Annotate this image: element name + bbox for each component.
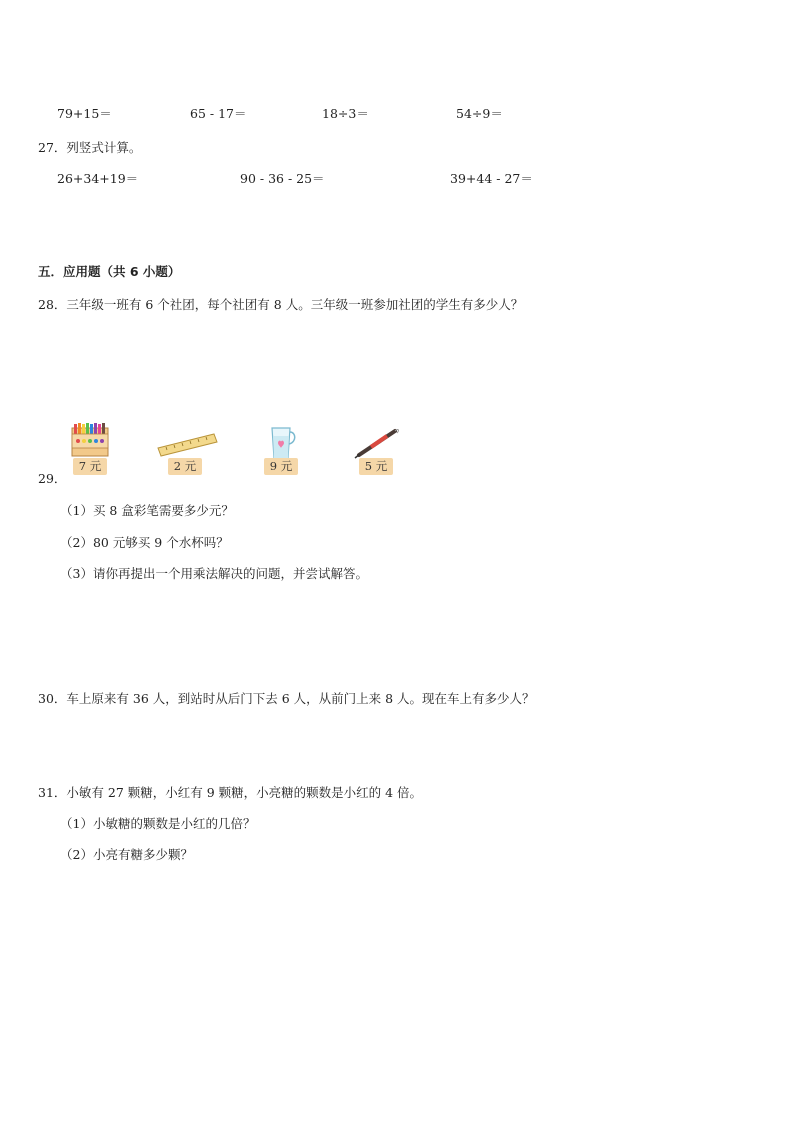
question-31: 31．小敏有 27 颗糖，小红有 9 颗糖，小亮糖的颗数是小红的 4 倍。 (38, 785, 423, 800)
vertical-calc-3: 39+44 - 27＝ (450, 171, 533, 186)
question-30: 30．车上原来有 36 人，到站时从后门下去 6 人，从前门上来 8 人。现在车上有多少人？ (38, 691, 535, 706)
question-29-number: 29． (38, 471, 67, 486)
pen-icon (331, 422, 421, 462)
calc-item-4: 54÷9＝ (456, 106, 503, 121)
calc-item-3: 18÷3＝ (322, 106, 369, 121)
item-ruler (140, 422, 230, 484)
calc-item-1: 79+15＝ (57, 106, 112, 121)
question-29-sub-2: （2）80 元够买 9 个水杯吗？ (60, 535, 229, 550)
ruler-icon (140, 422, 230, 462)
question-28: 28．三年级一班有 6 个社团，每个社团有 8 人。三年级一班参加社团的学生有多少人？ (38, 297, 524, 312)
price-tag: 9 元 (264, 458, 298, 475)
price-tag: 7 元 (73, 458, 107, 475)
vertical-calc-1: 26+34+19＝ (57, 171, 139, 186)
price-tag: 2 元 (168, 458, 202, 475)
question-31-sub-1: （1）小敏糖的颗数是小红的几倍？ (60, 816, 256, 831)
item-water-cup (236, 422, 326, 484)
question-27-title: 27．列竖式计算。 (38, 140, 142, 155)
calc-item-2: 65 - 17＝ (190, 106, 247, 121)
question-29-sub-1: （1）买 8 盒彩笔需要多少元？ (60, 503, 234, 518)
item-pen (331, 422, 421, 484)
vertical-calc-2: 90 - 36 - 25＝ (240, 171, 325, 186)
crayon-box-icon (45, 422, 135, 462)
price-tag: 5 元 (359, 458, 393, 475)
water-cup-icon (236, 422, 326, 462)
question-31-sub-2: （2）小亮有糖多少颗？ (60, 847, 193, 862)
question-29-sub-3: （3）请你再提出一个用乘法解决的问题，并尝试解答。 (60, 566, 368, 581)
section-title: 五．应用题（共 6 小题） (38, 264, 181, 279)
